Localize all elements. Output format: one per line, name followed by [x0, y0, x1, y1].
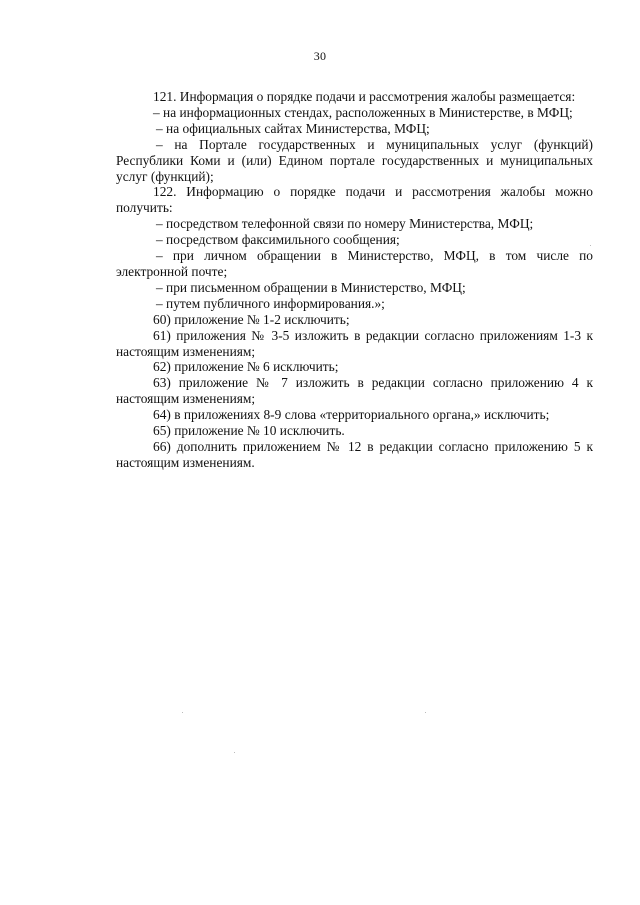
- list-item: – путем публичного информирования.»;: [156, 295, 385, 311]
- amendment-item: 64) в приложениях 8-9 слова «территориального органа,» исключить;: [153, 407, 550, 423]
- scan-speck: [182, 712, 183, 713]
- scan-speck: [234, 752, 235, 753]
- document-body: [116, 89, 593, 471]
- page-number: 30: [313, 49, 327, 63]
- amendment-item: 61) приложения № 3-5 изложить в редакции согласно приложениям 1-3 к настоящим изменениям;: [116, 327, 593, 359]
- amendment-item: 60) приложение № 1-2 исключить;: [153, 311, 350, 327]
- list-item: – на официальных сайтах Министерства, МФЦ;: [156, 120, 430, 136]
- paragraph-122-heading: 122. Информацию о порядке подачи и рассмотрения жалобы можно получить:: [116, 184, 593, 216]
- amendment-item: 63) приложение № 7 изложить в редакции согласно приложению 4 к настоящим изменениям;: [116, 375, 593, 407]
- list-item: – при личном обращении в Министерство, МФЦ, в том числе по электронной почте;: [116, 248, 593, 279]
- list-item: – на информационных стендах, расположенных в Министерстве, в МФЦ;: [153, 104, 573, 120]
- scan-speck: [590, 245, 591, 246]
- amendment-item: 65) приложение № 10 исключить.: [153, 423, 345, 439]
- list-item: – посредством факсимильного сообщения;: [156, 232, 400, 248]
- amendment-item: 66) дополнить приложением № 12 в редакции согласно приложению 5 к настоящим изменениям.: [116, 438, 593, 470]
- list-item: – посредством телефонной связи по номеру Министерства, МФЦ;: [156, 216, 534, 232]
- list-item: – на Портале государственных и муниципальных услуг (функций) Республики Коми и (или) Едином портале государственных и муниципальных услуг (функций);: [116, 136, 593, 184]
- amendment-item: 62) приложение № 6 исключить;: [153, 359, 339, 375]
- scan-speck: [425, 712, 426, 713]
- list-item: – при письменном обращении в Министерство, МФЦ;: [156, 279, 466, 295]
- paragraph-121-heading: 121. Информация о порядке подачи и рассмотрения жалобы размещается:: [153, 89, 576, 104]
